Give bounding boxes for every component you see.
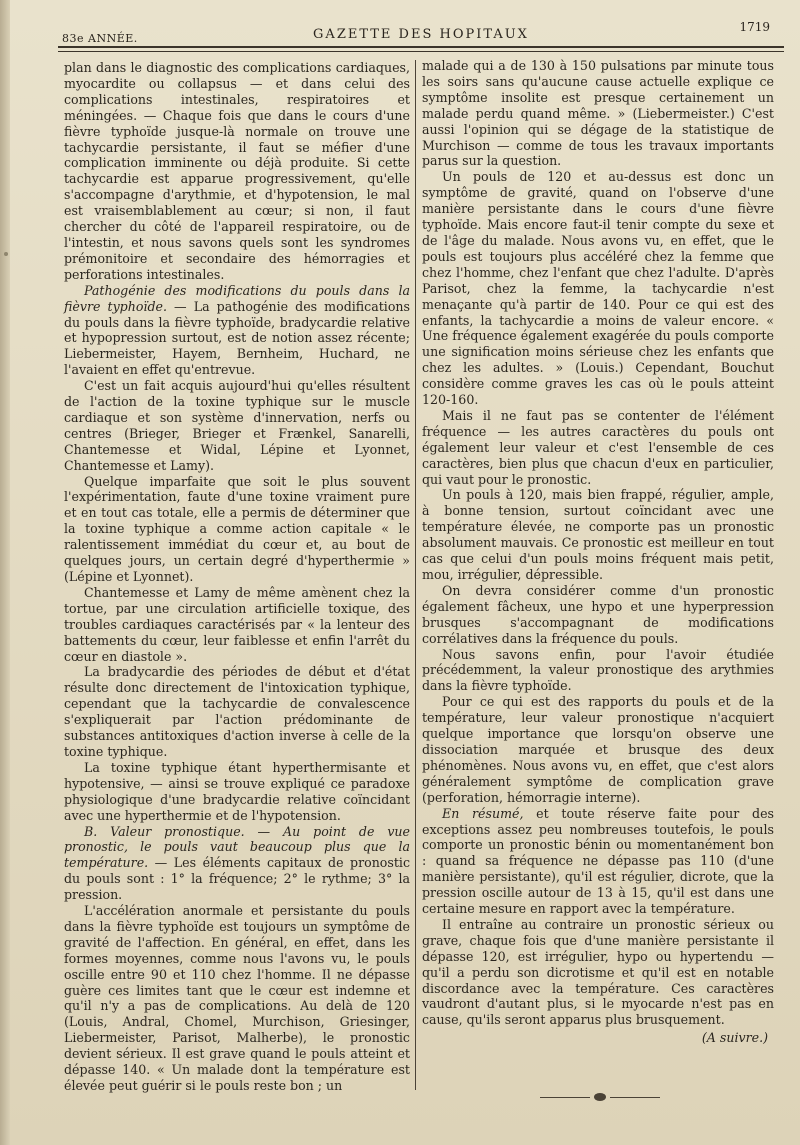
right-column [422, 58, 774, 1046]
left-column [64, 60, 410, 1094]
end-fleuron [540, 1092, 660, 1102]
paragraph-text: Nous savons enfin, pour l'avoir étudiée précédemment, la valeur pronostique des arythmies dans la fièvre typhoïde. [422, 646, 774, 694]
paragraph-text: — La pathogénie des modifications du pouls dans la fièvre typhoïde, bradycardie relative et hypopression surtout, est de notion assez récente; Liebermeister, Hayem, Bernheim, Huchard, ne l'avaient en effet qu'entrevue. [64, 298, 410, 378]
section-heading: Pathogénie des modifications du pouls dans la fièvre typhoïde. [64, 282, 410, 314]
to-be-continued-note: (A suivre.) [701, 1030, 768, 1046]
paragraph-text: plan dans le diagnostic des complications cardiaques, myocardite ou collapsus — et dans celui des complications intestinales, respiratoires et méningées. — Chaque fois que dans le cours d'une fièvre typhoïde jusque-là normale on trouve une tachycardie persistante, il faut se méfier d'une complication imminente ou déjà produite. Si cette tachycardie est apparue progressivement, qu'elle s'accompagne d'arythmie, et d'hypotension, le mal est vraisemblablement au cœur; si non, il faut chercher du côté de l'appareil respiratoire, ou de l'intestin, et nous savons quels sont les syndromes prémonitoire et secondaire des hémorragies et perforations intestinales. [64, 60, 410, 282]
journal-title: GAZETTE DES HOPITAUX [313, 27, 529, 42]
paragraph-text: malade qui a de 130 à 150 pulsations par minute tous les soirs sans qu'aucune cause actuelle explique ce symptôme insolite est presque certainement un malade perdu quand même. » (Liebermeister.) C'est aussi l'opinion qui se dégage de la statistique de Murchison — comme de tous les travaux importants parus sur la question. [422, 58, 774, 169]
right_column-paragraph [422, 58, 774, 169]
page-number: 1719 [739, 20, 770, 34]
left_column-paragraph [64, 60, 410, 283]
right_column-paragraph [422, 169, 774, 408]
paragraph-text: On devra considérer comme d'un pronostic également fâcheux, une hypo et une hyperpression brusques s'accompagnant de modifications corrélatives dans la fréquence du pouls. [422, 582, 774, 646]
page-speck [4, 252, 8, 256]
paragraph-text: Pour ce qui est des rapports du pouls et de la température, leur valeur pronostique n'acquiert quelque importance que lorsqu'on observe une dissociation marquée et brusque des deux phénomènes. Nous avons vu, en effet, que c'est alors généralement symptôme de complication grave (perforation, hémorragie interne). [422, 694, 774, 805]
paragraph-text: La bradycardie des périodes de début et d'état résulte donc directement de l'intoxication typhique, cependant que la tachycardie de convalescence s'expliquerait par l'action prédominante de substances antitoxiques d'action inverse à celle de la toxine typhique. [64, 664, 410, 759]
right_column-paragraph [422, 806, 774, 917]
left_column-paragraph [64, 903, 410, 1094]
section-heading: En résumé, [442, 805, 524, 821]
paragraph-text: La toxine typhique étant hyperthermisante et hypotensive, — ainsi se trouve expliqué ce paradoxe physiologique d'une bradycardie relative coïncidant avec une hyperthermie et de l'hypotension. [64, 759, 410, 823]
paragraph-text: — Les éléments capitaux de pronostic du pouls sont : 1° la fréquence; 2° le rythme; 3° la pression. [64, 855, 410, 903]
right_column-paragraph [422, 694, 774, 805]
paragraph-text: Il entraîne au contraire un pronostic sérieux ou grave, chaque fois que d'une manière persistante il dépasse 120, est irrégulier, hypo ou hypertendu — qu'il a perdu son dicrotisme et qu'il est en notable discordance avec la température. Ces caractères vaudront d'autant plus, si le myocarde n'est pas en cause, qu'ils seront apparus plus brusquement. [422, 916, 774, 1028]
left_column-paragraph [64, 474, 410, 585]
right_column-paragraph [422, 917, 774, 1028]
paragraph-text: Un pouls de 120 et au-dessus est donc un symptôme de gravité, quand on l'observe d'une manière persistante dans le cours d'une fièvre typhoïde. Mais encore faut-il tenir compte du sexe et de l'âge du malade. Nous avons vu, en effet, que le pouls est toujours plus accéléré chez la femme que chez l'homme, chez l'enfant que chez l'adulte. D'après Parisot, chez la femme, la tachycardie n'est menaçante qu'à partir de 140. Pour ce qui est des enfants, la tachycardie a moins de valeur encore. « Une fréquence également exagérée du pouls comporte une signification moins sérieuse chez les enfants que chez les adultes. » (Louis.) Cependant, Bouchut considère comme graves les cas où le pouls atteint 120-160. [422, 169, 774, 408]
page-binding-edge [0, 0, 10, 1145]
paragraph-text: Mais il ne faut pas se contenter de l'élément fréquence — les autres caractères du pouls ont également leur valeur et c'est l'ensemble de ces caractères, bien plus que chacun d'eux en particulier, qui vaut pour le pronostic. [422, 407, 774, 487]
paragraph-text: L'accélération anormale et persistante du pouls dans la fièvre typhoïde est toujours un symptôme de gravité de l'affection. En général, en effet, dans les formes moyennes, comme nous l'avons vu, le pouls oscille entre 90 et 110 chez l'homme. Il ne dépasse guère ces limites tant que le cœur est indemne et qu'il n'y a pas de complications. Au delà de 120 (Louis, Andral, Chomel, Murchison, Griesinger, Liebermeister, Parisot, Malherbe), le pronostic devient sérieux. Il est grave quand le pouls atteint et dépasse 140. « Un malade dont la température est élevée peut guérir si le pouls reste bon ; un [64, 903, 410, 1093]
right_column-paragraph [422, 408, 774, 488]
left_column-paragraph [64, 824, 410, 904]
right_column-paragraph [422, 583, 774, 647]
paragraph-text: C'est un fait acquis aujourd'hui qu'elles résultent de l'action de la toxine typhique sur le muscle cardiaque et son système d'innervation, nerfs ou centres (Brieger, Brieger et Frænkel, Sanarelli, Chantemesse et Widal, Lépine et Lyonnet, Chantemesse et Lamy). [64, 378, 410, 473]
header-rule [58, 46, 784, 52]
page-header [62, 22, 780, 46]
left_column-paragraph [64, 585, 410, 665]
left_column-paragraph [64, 283, 410, 378]
left_column-paragraph [64, 760, 410, 824]
left_column-paragraph [64, 664, 410, 759]
paragraph-text: Quelque imparfaite que soit le plus souvent l'expérimentation, faute d'une toxine vraiment pure et en tout cas totale, elle a permis de déterminer que la toxine typhique a comme action capitale « le ralentissement immédiat du cœur et, au bout de quelques jours, un certain degré d'hyperthermie » (Lépine et Lyonnet). [64, 473, 410, 584]
column-divider [415, 60, 416, 1090]
paragraph-text: Un pouls à 120, mais bien frappé, régulier, ample, à bonne tension, surtout coïncidant avec une température élevée, ne comporte pas un pronostic absolument mauvais. Ce pronostic est meilleur en tout cas que celui d'un pouls moins fréquent mais petit, mou, irrégulier, dépressible. [422, 487, 774, 582]
left_column-paragraph [64, 378, 410, 473]
right_column-paragraph [422, 487, 774, 582]
section-heading: B. Valeur pronostique. — Au point de vue pronostic, le pouls vaut beaucoup plus que la température. [64, 823, 410, 871]
right_column-paragraph [422, 647, 774, 695]
year-label: 83e ANNÉE. [62, 32, 138, 45]
paragraph-text: et toute réserve faite pour des exceptions assez peu nombreuses toutefois, le pouls comporte un pronostic bénin ou momentanément bon : quand sa fréquence ne dépasse pas 110 (d'une manière persistante), qu'il est régulier, dicrote, que la pression oscille autour de 13 à 15, qu'il est dans une certaine mesure en rapport avec la température. [422, 805, 774, 917]
paragraph-text: Chantemesse et Lamy de même amènent chez la tortue, par une circulation artificielle toxique, des troubles cardiaques caractérisés par « la lenteur des battements du cœur, leur faiblesse et enfin l'arrêt du cœur en diastole ». [64, 584, 410, 664]
